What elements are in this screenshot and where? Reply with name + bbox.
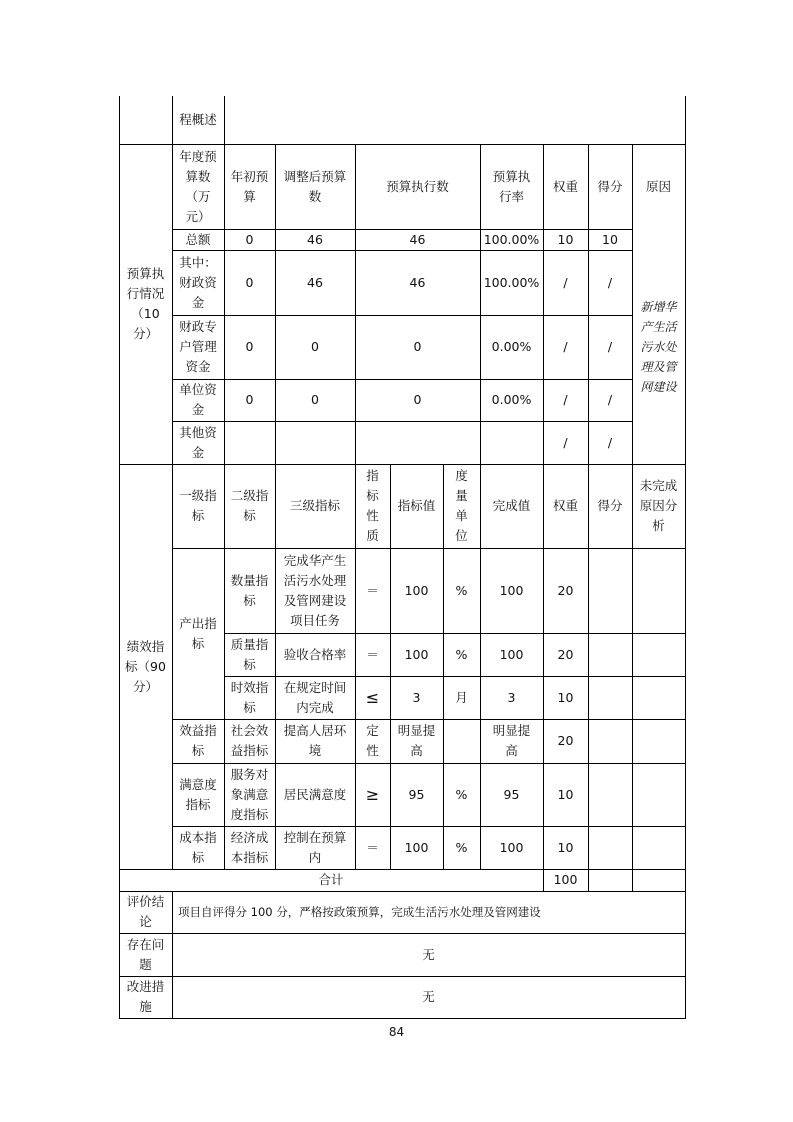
overview-label: 程概述	[179, 112, 217, 127]
perf-actual: 3	[507, 689, 516, 705]
perf-level3: 提高人居环 境	[283, 723, 347, 758]
perf-nature: ＝	[366, 839, 379, 855]
perf-group-output: 产出指 标	[179, 616, 217, 651]
budget-cell	[480, 421, 543, 464]
perf-nature: ＝	[366, 646, 379, 662]
perf-target: 3	[412, 689, 421, 705]
perf-level2: 服务对 象满意 度指标	[230, 766, 269, 822]
perf-header-weight: 权重	[552, 498, 578, 513]
budget-cell: 46	[307, 231, 323, 247]
perf-weight: 20	[557, 582, 574, 598]
perf-unit: %	[455, 582, 468, 598]
perf-level3: 在规定时间 内完成	[283, 679, 347, 715]
perf-nature: ≥	[365, 784, 380, 804]
budget-header-weight: 权重	[552, 178, 578, 194]
perf-actual: 100	[499, 646, 524, 662]
improvements-text: 无	[422, 989, 435, 1004]
perf-header-level1: 一级指 标	[179, 488, 217, 523]
budget-cell	[224, 421, 275, 464]
budget-header-executed: 预算执行数	[386, 178, 449, 194]
perf-target: 100	[404, 582, 429, 598]
conclusion-label: 评价结 论	[126, 894, 165, 929]
perf-unit: 月	[455, 689, 468, 705]
budget-cell: 0	[245, 392, 254, 407]
budget-cell: /	[563, 392, 568, 407]
perf-unit: %	[455, 839, 468, 855]
perf-target: 95	[408, 786, 425, 802]
budget-cell	[275, 421, 355, 464]
budget-cell: 0	[245, 231, 254, 247]
budget-section-label: 预算执 行情况 （10 分）	[126, 266, 165, 341]
perf-weight: 10	[557, 689, 574, 705]
conclusion-text: 项目自评得分 100 分，严格按政策预算，完成生活污水处理及管网建设	[178, 905, 541, 919]
problems-text: 无	[422, 946, 435, 962]
performance-section-label: 绩效指 标（90 分）	[125, 638, 166, 694]
budget-cell: 10	[557, 231, 574, 247]
budget-cell: 0	[245, 339, 254, 354]
budget-cell: 100.00%	[483, 231, 540, 247]
perf-header-level3: 三级指标	[289, 498, 340, 513]
budget-row-label: 单位资 金	[179, 382, 217, 417]
budget-row-label: 财政专 户管理 资金	[179, 319, 217, 374]
perf-header-target: 指标值	[397, 498, 436, 513]
perf-actual: 明显提 高	[492, 723, 531, 758]
budget-reason-text: 新增华 产生活 污水处 理及管 网建设	[640, 299, 677, 394]
perf-header-level2: 二级指 标	[230, 488, 269, 523]
budget-cell: /	[607, 392, 613, 407]
perf-header-actual: 完成值	[492, 498, 531, 513]
perf-level3: 居民满意度	[283, 786, 347, 802]
budget-cell: 46	[409, 274, 426, 290]
page-number: 84	[388, 1025, 405, 1039]
budget-cell: 0	[311, 339, 319, 354]
budget-header-rate: 预算执 行率	[492, 168, 531, 204]
budget-cell: 0	[245, 274, 254, 290]
perf-target: 明显提 高	[397, 723, 436, 758]
perf-level2: 质量指 标	[230, 636, 269, 672]
total-weight: 100	[553, 872, 578, 887]
perf-target: 100	[404, 839, 429, 855]
perf-level2: 数量指 标	[230, 572, 269, 608]
budget-cell: 0	[413, 392, 422, 407]
budget-row-label: 总额	[185, 231, 211, 247]
perf-weight: 20	[557, 646, 574, 662]
budget-cell: /	[607, 434, 613, 450]
budget-cell: 10	[602, 231, 618, 247]
perf-nature: 定 性	[366, 723, 379, 758]
perf-level3: 控制在预算 内	[283, 829, 347, 865]
budget-header-score: 得分	[597, 178, 623, 194]
perf-level3: 验收合格率	[283, 646, 347, 662]
budget-header-reason: 原因	[645, 178, 671, 194]
total-label: 合计	[318, 872, 344, 887]
problems-label: 存在问 题	[126, 936, 165, 972]
perf-weight: 10	[557, 786, 574, 802]
budget-cell: /	[563, 434, 568, 450]
budget-cell: 0.00%	[491, 339, 532, 354]
perf-actual: 95	[503, 786, 520, 802]
perf-level2: 社会效 益指标	[230, 723, 269, 758]
perf-group-satisfaction: 满意度 指标	[179, 776, 217, 812]
perf-level2: 经济成 本指标	[230, 829, 269, 865]
perf-weight: 10	[557, 839, 574, 855]
budget-header-annual: 年度预 算数 （万 元）	[179, 148, 217, 224]
budget-row-label: 其中： 财政资 金	[179, 254, 217, 310]
budget-cell: 100.00%	[483, 274, 540, 290]
improvements-label: 改进措 施	[126, 979, 165, 1014]
perf-actual: 100	[499, 582, 524, 598]
perf-target: 100	[404, 646, 429, 662]
perf-header-unit: 度 量 单 位	[455, 468, 468, 543]
budget-cell: /	[563, 274, 568, 290]
perf-level3: 完成华产生 活污水处理 及管网建设 项目任务	[283, 552, 347, 628]
budget-cell: 0	[413, 339, 422, 354]
budget-cell: 0.00%	[491, 392, 532, 407]
budget-row-label: 其他资 金	[179, 424, 217, 460]
budget-cell: 46	[409, 231, 426, 247]
perf-header-score: 得分	[597, 498, 623, 513]
budget-header-adjusted: 调整后预算 数	[283, 168, 347, 204]
perf-unit: %	[455, 646, 468, 662]
budget-cell: /	[607, 274, 613, 290]
perf-group-cost: 成本指 标	[179, 829, 217, 865]
budget-cell: /	[607, 339, 613, 354]
perf-header-reason: 未完成 原因分 析	[639, 478, 678, 533]
perf-unit: %	[455, 786, 468, 802]
perf-unit	[443, 719, 480, 763]
perf-nature: ＝	[366, 582, 379, 598]
budget-cell: 0	[311, 392, 319, 407]
perf-header-nature: 指 标 性 质	[366, 468, 379, 543]
budget-cell: /	[563, 339, 568, 354]
perf-group-benefit: 效益指 标	[179, 723, 217, 758]
budget-cell: 46	[307, 274, 323, 290]
perf-nature: ≤	[365, 687, 380, 707]
perf-level2: 时效指 标	[230, 679, 269, 715]
perf-actual: 100	[499, 839, 524, 855]
budget-cell	[355, 421, 480, 464]
perf-weight: 20	[557, 733, 574, 748]
budget-header-initial: 年初预 算	[230, 168, 269, 204]
